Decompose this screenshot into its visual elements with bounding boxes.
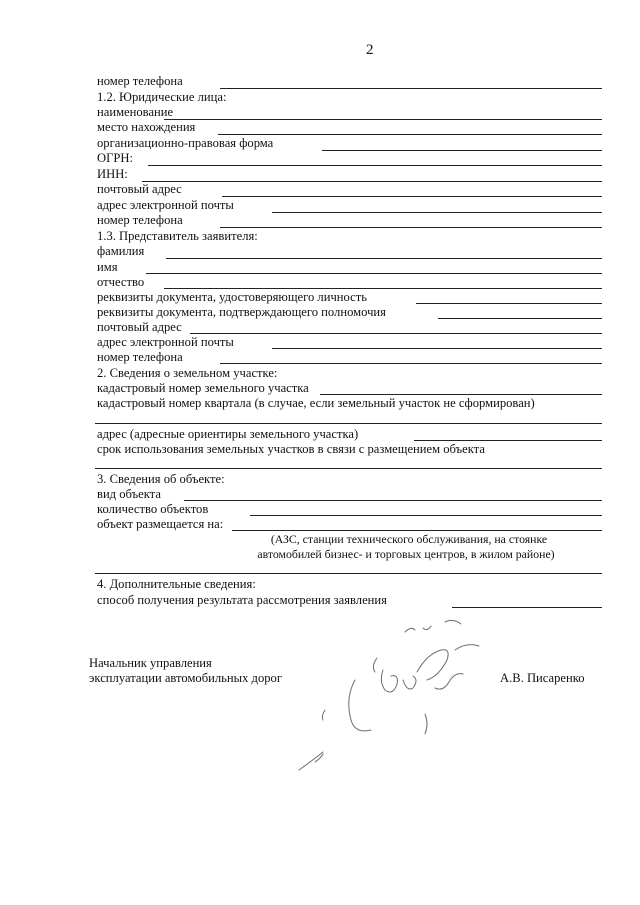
postal-label-2: почтовый адрес xyxy=(97,320,182,334)
surname-field[interactable] xyxy=(166,258,602,259)
section-object: 3. Сведения об объекте: xyxy=(97,472,225,486)
postal-label-1: почтовый адрес xyxy=(97,182,182,196)
section-legal-entities: 1.2. Юридические лица: xyxy=(97,90,227,104)
cad-land-label: кадастровый номер земельного участка xyxy=(97,381,309,395)
authority-doc-field[interactable] xyxy=(438,318,602,319)
placement-note-1: (АЗС, станции технического обслуживания, на стоянке xyxy=(270,532,548,546)
placement-note-2: автомобилей бизнес- и торговых центров, в жилом районе) xyxy=(257,547,555,561)
object-count-label: количество объектов xyxy=(97,502,209,516)
phone-label-3: номер телефона xyxy=(97,350,183,364)
location-label: место нахождения xyxy=(97,120,196,134)
phone-field-1[interactable] xyxy=(220,88,602,89)
firstname-label: имя xyxy=(97,260,118,274)
name-label: наименование xyxy=(97,105,174,119)
object-count-field[interactable] xyxy=(250,515,602,516)
position-line-2: эксплуатации автомобильных дорог xyxy=(89,671,283,685)
inn-field[interactable] xyxy=(142,181,602,182)
id-doc-field[interactable] xyxy=(416,303,602,304)
ogrn-field[interactable] xyxy=(148,165,602,166)
postal-field-1[interactable] xyxy=(222,196,602,197)
section-representative: 1.3. Представитель заявителя: xyxy=(97,229,258,243)
email-label-2: адрес электронной почты xyxy=(97,335,234,349)
object-placed-label: объект размещается на: xyxy=(97,517,224,531)
object-extra-field[interactable] xyxy=(95,573,602,574)
handwritten-signature-icon xyxy=(285,610,515,790)
email-field-2[interactable] xyxy=(272,348,602,349)
location-field[interactable] xyxy=(218,134,602,135)
phone-label-1: номер телефона xyxy=(97,74,183,88)
position-line-1: Начальник управления xyxy=(89,656,212,670)
usage-term-field[interactable] xyxy=(95,468,602,469)
phone-field-3[interactable] xyxy=(220,363,602,364)
name-field[interactable] xyxy=(164,119,602,120)
patronymic-field[interactable] xyxy=(164,288,602,289)
usage-term-label: срок использования земельных участков в связи с размещением объекта xyxy=(97,442,485,456)
legal-form-field[interactable] xyxy=(322,150,602,151)
inn-label: ИНН: xyxy=(97,167,128,181)
section-land-plot: 2. Сведения о земельном участке: xyxy=(97,366,278,380)
ogrn-label: ОГРН: xyxy=(97,151,133,165)
page-number: 2 xyxy=(366,42,374,58)
phone-label-2: номер телефона xyxy=(97,213,183,227)
cad-quarter-field[interactable] xyxy=(95,423,602,424)
surname-label: фамилия xyxy=(97,244,145,258)
legal-form-label: организационно-правовая форма xyxy=(97,136,274,150)
cad-land-field[interactable] xyxy=(320,394,602,395)
authority-doc-label: реквизиты документа, подтверждающего полномочия xyxy=(97,305,386,319)
section-additional: 4. Дополнительные сведения: xyxy=(97,577,256,591)
address-label: адрес (адресные ориентиры земельного участка) xyxy=(97,427,359,441)
result-method-field[interactable] xyxy=(452,607,602,608)
id-doc-label: реквизиты документа, удостоверяющего личность xyxy=(97,290,367,304)
address-field[interactable] xyxy=(414,440,602,441)
result-method-label: способ получения результата рассмотрения заявления xyxy=(97,593,387,607)
object-type-field[interactable] xyxy=(184,500,602,501)
object-placed-field[interactable] xyxy=(232,530,602,531)
postal-field-2[interactable] xyxy=(190,333,602,334)
email-label-1: адрес электронной почты xyxy=(97,198,234,212)
patronymic-label: отчество xyxy=(97,275,145,289)
signer-name: А.В. Писаренко xyxy=(500,671,585,685)
phone-field-2[interactable] xyxy=(220,227,602,228)
object-type-label: вид объекта xyxy=(97,487,161,501)
email-field-1[interactable] xyxy=(272,212,602,213)
firstname-field[interactable] xyxy=(146,273,602,274)
cad-quarter-label: кадастровый номер квартала (в случае, если земельный участок не сформирован) xyxy=(97,396,535,410)
